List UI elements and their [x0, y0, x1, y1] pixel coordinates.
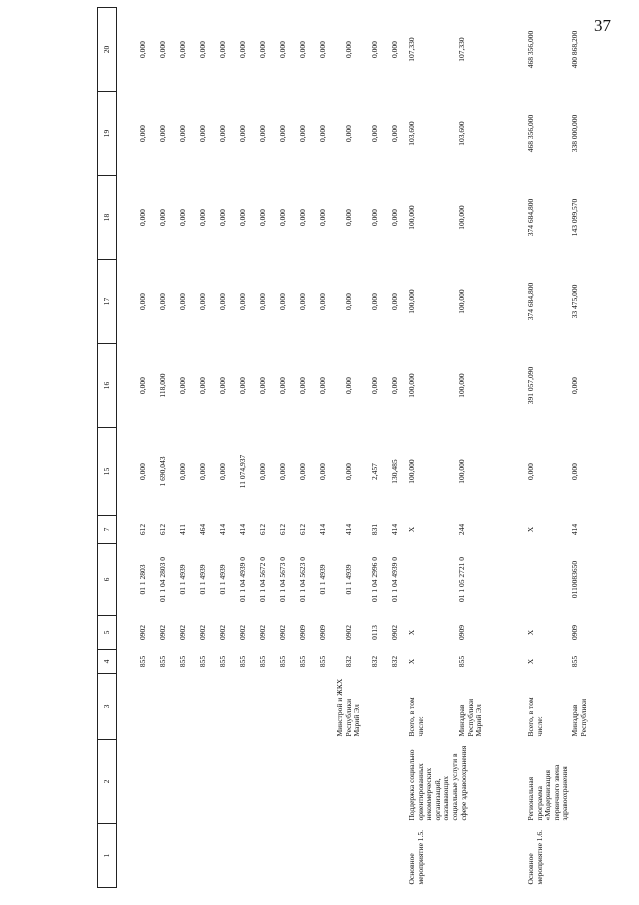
table-row — [293, 8, 313, 888]
rotated-table-container — [97, 8, 612, 888]
cell-c15: 130,485 — [389, 459, 399, 484]
header-cell: 18 — [98, 176, 117, 260]
spacer-cell — [117, 650, 134, 674]
cell-c20: 0,000 — [217, 41, 227, 58]
cell-c1 — [333, 824, 365, 888]
cell-c18: 0,000 — [157, 209, 167, 226]
cell-c15: 0,000 — [569, 463, 579, 480]
cell-c15: 0,000 — [137, 463, 147, 480]
table-row — [313, 8, 333, 888]
cell-c15: 0,000 — [177, 463, 187, 480]
cell-c17: 0,000 — [343, 293, 353, 310]
cell-c7: 612 — [137, 523, 147, 536]
cell-c1 — [153, 824, 173, 888]
cell-c4: 855 — [237, 655, 247, 668]
cell-c17: 0,000 — [197, 293, 207, 310]
cell-c1 — [193, 824, 213, 888]
header-cell: 1 — [98, 824, 117, 888]
cell-c3 — [233, 674, 253, 740]
spacer-cell — [117, 616, 134, 650]
cell-c16: 0,000 — [237, 377, 247, 394]
cell-c18: 0,000 — [177, 209, 187, 226]
cell-c1 — [385, 824, 405, 888]
cell-c16: 100,000 — [406, 373, 416, 398]
cell-c1 — [233, 824, 253, 888]
cell-c20: 0,000 — [277, 41, 287, 58]
cell-c17: 0,000 — [137, 293, 147, 310]
cell-c2 — [313, 740, 333, 824]
table-row — [273, 8, 293, 888]
cell-c15: 100,000 — [406, 459, 416, 484]
table-row — [133, 8, 153, 888]
header-cell: 16 — [98, 344, 117, 428]
cell-c2 — [213, 740, 233, 824]
cell-c15: 1 690,043 — [157, 456, 167, 487]
cell-c1 — [293, 824, 313, 888]
cell-c15: 2,457 — [369, 463, 379, 480]
cell-c6: 01 1 04 2803 0 — [157, 557, 167, 602]
spacer-cell — [117, 428, 134, 516]
cell-c4: 855 — [257, 655, 267, 668]
cell-c20: 0,000 — [157, 41, 167, 58]
cell-c3 — [365, 674, 385, 740]
cell-c4: Х — [406, 658, 416, 665]
cell-c3 — [213, 674, 233, 740]
cell-c2 — [385, 740, 405, 824]
spacer-cell — [117, 824, 134, 888]
cell-c15: 0,000 — [257, 463, 267, 480]
cell-c6: 01 1 4939 — [317, 564, 327, 595]
cell-c2 — [333, 740, 365, 824]
cell-c2: Поддержка социально ориентированных некоммерческих организаций, оказывающих социальные услуги в сфере здравоохранения — [406, 745, 468, 821]
cell-c16: 0,000 — [217, 377, 227, 394]
cell-c2 — [273, 740, 293, 824]
cell-c5: Х — [406, 629, 416, 636]
cell-c17: 33 475,000 — [569, 284, 579, 319]
cell-c15: 0,000 — [217, 463, 227, 480]
cell-c2: Региональная программа «Модернизация первичного звена здравоохранения — [525, 764, 570, 821]
cell-c4: Х — [525, 658, 535, 665]
table-row — [333, 8, 365, 888]
cell-c6: 01 1 4939 — [343, 564, 353, 595]
cell-c5: 0902 — [389, 625, 399, 640]
cell-c20: 0,000 — [237, 41, 247, 58]
cell-c19: 0,000 — [297, 125, 307, 142]
table-row — [213, 8, 233, 888]
cell-c4: 855 — [177, 655, 187, 668]
cell-c4: 855 — [137, 655, 147, 668]
cell-c5: Х — [525, 629, 535, 636]
cell-c17: 374 684,800 — [525, 282, 535, 321]
header-row — [98, 8, 117, 888]
cell-c7: 612 — [297, 523, 307, 536]
cell-c1: Основное мероприятие 1.5. — [406, 829, 425, 885]
cell-c3 — [253, 674, 273, 740]
cell-c16: 0,000 — [297, 377, 307, 394]
cell-c5: 0113 — [369, 625, 379, 640]
header-cell: 3 — [98, 674, 117, 740]
cell-c7: 612 — [277, 523, 287, 536]
cell-c18: 100,000 — [457, 205, 467, 230]
cell-c4: 855 — [457, 655, 467, 668]
cell-c3: Минстрой и ЖКХ Республики Марий Эл — [335, 678, 362, 737]
cell-c15: 0,000 — [525, 463, 535, 480]
spacer-cell — [117, 8, 134, 92]
cell-c20: 0,000 — [257, 41, 267, 58]
cell-c18: 143 099,570 — [569, 198, 579, 237]
cell-c15: 11 074,937 — [237, 454, 247, 489]
cell-c16: 391 057,090 — [525, 366, 535, 405]
cell-c19: 468 356,000 — [525, 114, 535, 153]
cell-c15: 100,000 — [457, 459, 467, 484]
spacer-cell — [117, 260, 134, 344]
cell-c15: 0,000 — [277, 463, 287, 480]
table-row — [385, 8, 405, 888]
table-row — [193, 8, 213, 888]
cell-c17: 0,000 — [297, 293, 307, 310]
cell-c15: 0,000 — [317, 463, 327, 480]
cell-c20: 107,330 — [457, 37, 467, 62]
cell-c17: 0,000 — [237, 293, 247, 310]
cell-c7: 414 — [569, 523, 579, 536]
table-row — [253, 8, 273, 888]
cell-c18: 0,000 — [257, 209, 267, 226]
cell-c19: 0,000 — [369, 125, 379, 142]
spacer-cell — [117, 516, 134, 544]
cell-c6 — [405, 544, 455, 616]
cell-c16: 0,000 — [343, 377, 353, 394]
cell-c15: 0,000 — [343, 463, 353, 480]
header-cell: 2 — [98, 740, 117, 824]
cell-c17: 100,000 — [457, 289, 467, 314]
cell-c19: 0,000 — [177, 125, 187, 142]
cell-c6: 01 1 05 2721 0 — [457, 557, 467, 602]
cell-c19: 103,600 — [406, 121, 416, 146]
cell-c3 — [293, 674, 313, 740]
header-cell: 6 — [98, 544, 117, 616]
cell-c3: Минздрав Республики — [569, 698, 588, 737]
cell-c16: 118,000 — [157, 373, 167, 398]
cell-c5: 0902 — [277, 625, 287, 640]
cell-c17: 0,000 — [157, 293, 167, 310]
cell-c16: 100,000 — [457, 373, 467, 398]
cell-c6: 01 1 04 4939 0 — [389, 557, 399, 602]
cell-c2 — [133, 740, 153, 824]
header-cell: 17 — [98, 260, 117, 344]
cell-c3 — [385, 674, 405, 740]
cell-c6: 01 1 4939 — [217, 564, 227, 595]
cell-c4: 855 — [277, 655, 287, 668]
cell-c17: 0,000 — [317, 293, 327, 310]
cell-c17: 0,000 — [389, 293, 399, 310]
cell-c19: 0,000 — [257, 125, 267, 142]
cell-c1 — [365, 824, 385, 888]
header-cell: 15 — [98, 428, 117, 516]
cell-c19: 0,000 — [389, 125, 399, 142]
cell-c5: 0902 — [137, 625, 147, 640]
cell-c5: 0902 — [217, 625, 227, 640]
cell-c3: Всего, в том числе: — [406, 697, 425, 737]
cell-c20: 0,000 — [317, 41, 327, 58]
cell-c5: 0909 — [317, 625, 327, 640]
cell-c20: 0,000 — [297, 41, 307, 58]
cell-c19: 0,000 — [197, 125, 207, 142]
cell-c2 — [193, 740, 213, 824]
cell-c1: Основное мероприятие 1.6. — [525, 829, 544, 885]
spacer-cell — [117, 344, 134, 428]
cell-c1 — [213, 824, 233, 888]
cell-c3: Минздрав Республики Марий Эл — [457, 698, 484, 737]
cell-c7: 414 — [237, 523, 247, 536]
cell-c6: 01 1 2803 — [137, 564, 147, 595]
cell-c6: 01 1 4939 — [197, 564, 207, 595]
cell-c5: 0902 — [343, 625, 353, 640]
cell-c3: Всего, в том числе: — [525, 697, 544, 737]
cell-c6: 01 1 04 5623 0 — [297, 557, 307, 602]
spacer-cell — [117, 740, 134, 824]
cell-c2 — [253, 740, 273, 824]
cell-c15: 0,000 — [197, 463, 207, 480]
cell-c1 — [133, 824, 153, 888]
cell-c16: 0,000 — [277, 377, 287, 394]
cell-c2 — [365, 740, 385, 824]
cell-c5: 0909 — [297, 625, 307, 640]
cell-c7: 244 — [457, 523, 467, 536]
cell-c16: 0,000 — [177, 377, 187, 394]
cell-c6: 01 1 04 5672 0 — [257, 557, 267, 602]
cell-c4: 855 — [197, 655, 207, 668]
cell-c18: 0,000 — [343, 209, 353, 226]
cell-c17: 100,000 — [406, 289, 416, 314]
cell-c18: 0,000 — [277, 209, 287, 226]
table-row — [173, 8, 193, 888]
cell-c20: 0,000 — [343, 41, 353, 58]
cell-c18: 0,000 — [317, 209, 327, 226]
cell-c4: 855 — [297, 655, 307, 668]
cell-c6: 01 1 4939 — [177, 564, 187, 595]
cell-c19: 0,000 — [277, 125, 287, 142]
cell-c18: 0,000 — [197, 209, 207, 226]
cell-c6: 0110083650 — [569, 560, 579, 599]
cell-c3 — [273, 674, 293, 740]
spacer-cell — [117, 544, 134, 616]
cell-c3 — [133, 674, 153, 740]
cell-c19: 0,000 — [317, 125, 327, 142]
cell-c7: Х — [525, 526, 535, 533]
header-cell: 20 — [98, 8, 117, 92]
cell-c7: 411 — [177, 524, 187, 535]
cell-c6 — [524, 544, 568, 616]
cell-c19: 0,000 — [137, 125, 147, 142]
cell-c18: 0,000 — [217, 209, 227, 226]
cell-c1 — [313, 824, 333, 888]
cell-c18: 0,000 — [237, 209, 247, 226]
table-body — [98, 8, 613, 888]
cell-c5: 0909 — [569, 625, 579, 640]
cell-c18: 0,000 — [369, 209, 379, 226]
page-number: 37 — [594, 16, 611, 35]
cell-c6: 01 1 04 4939 0 — [237, 557, 247, 602]
cell-c17: 0,000 — [257, 293, 267, 310]
cell-c17: 0,000 — [217, 293, 227, 310]
cell-c4: 832 — [389, 655, 399, 668]
header-cell: 4 — [98, 650, 117, 674]
cell-c7: 612 — [257, 523, 267, 536]
cell-c16: 0,000 — [389, 377, 399, 394]
cell-c20: 0,000 — [369, 41, 379, 58]
cell-c19: 338 000,000 — [569, 114, 579, 153]
cell-c19: 0,000 — [217, 125, 227, 142]
cell-c17: 0,000 — [369, 293, 379, 310]
cell-c18: 374 684,800 — [525, 198, 535, 237]
cell-c4: 855 — [157, 655, 167, 668]
cell-c20: 0,000 — [389, 41, 399, 58]
cell-c20: 0,000 — [177, 41, 187, 58]
cell-c16: 0,000 — [569, 377, 579, 394]
cell-c4: 832 — [343, 655, 353, 668]
cell-c20: 107,330 — [406, 37, 416, 62]
table-row — [405, 8, 455, 888]
cell-c5: 0902 — [257, 625, 267, 640]
table-row — [233, 8, 253, 888]
cell-c5: 0902 — [157, 625, 167, 640]
cell-c3 — [313, 674, 333, 740]
cell-c16: 0,000 — [197, 377, 207, 394]
cell-c2 — [293, 740, 313, 824]
spacer-row — [117, 8, 134, 888]
cell-c18: 100,000 — [406, 205, 416, 230]
cell-c5: 0902 — [177, 625, 187, 640]
cell-c6: 01 1 04 5673 0 — [277, 557, 287, 602]
cell-c16: 0,000 — [137, 377, 147, 394]
cell-c19: 0,000 — [157, 125, 167, 142]
cell-c3 — [193, 674, 213, 740]
cell-c7: 464 — [197, 523, 207, 536]
cell-c7: 414 — [317, 523, 327, 536]
cell-c20: 468 356,000 — [525, 30, 535, 69]
cell-c7: Х — [406, 526, 416, 533]
cell-c16: 0,000 — [369, 377, 379, 394]
cell-c7: 414 — [343, 523, 353, 536]
cell-c18: 0,000 — [137, 209, 147, 226]
header-cell: 5 — [98, 616, 117, 650]
cell-c16: 0,000 — [317, 377, 327, 394]
cell-c5: 0902 — [197, 625, 207, 640]
budget-table — [97, 7, 612, 888]
spacer-cell — [117, 92, 134, 176]
cell-c19: 0,000 — [343, 125, 353, 142]
cell-c20: 400 868,200 — [569, 30, 579, 69]
cell-c7: 612 — [157, 523, 167, 536]
cell-c4: 855 — [317, 655, 327, 668]
header-cell: 7 — [98, 516, 117, 544]
spacer-cell — [117, 674, 134, 740]
cell-c7: 831 — [369, 523, 379, 536]
cell-c20: 0,000 — [137, 41, 147, 58]
cell-c1 — [173, 824, 193, 888]
cell-c7: 414 — [217, 523, 227, 536]
cell-c1 — [253, 824, 273, 888]
table-row — [153, 8, 173, 888]
cell-c5: 0902 — [237, 625, 247, 640]
cell-c17: 0,000 — [177, 293, 187, 310]
cell-c3 — [153, 674, 173, 740]
cell-c15: 0,000 — [297, 463, 307, 480]
cell-c20: 0,000 — [197, 41, 207, 58]
cell-c2 — [153, 740, 173, 824]
spacer-cell — [117, 176, 134, 260]
cell-c16: 0,000 — [257, 377, 267, 394]
cell-c6: 01 1 04 2996 0 — [369, 557, 379, 602]
cell-c19: 103,600 — [457, 121, 467, 146]
cell-c4: 832 — [369, 655, 379, 668]
cell-c1 — [273, 824, 293, 888]
cell-c19: 0,000 — [237, 125, 247, 142]
cell-c4: 855 — [217, 655, 227, 668]
cell-c18: 0,000 — [297, 209, 307, 226]
cell-c5: 0909 — [457, 625, 467, 640]
cell-c4: 855 — [569, 655, 579, 668]
cell-c2 — [173, 740, 193, 824]
cell-c2 — [233, 740, 253, 824]
cell-c18: 0,000 — [389, 209, 399, 226]
table-row — [524, 8, 568, 888]
table-row — [365, 8, 385, 888]
header-cell: 19 — [98, 92, 117, 176]
cell-c17: 0,000 — [277, 293, 287, 310]
cell-c3 — [173, 674, 193, 740]
cell-c7: 414 — [389, 523, 399, 536]
